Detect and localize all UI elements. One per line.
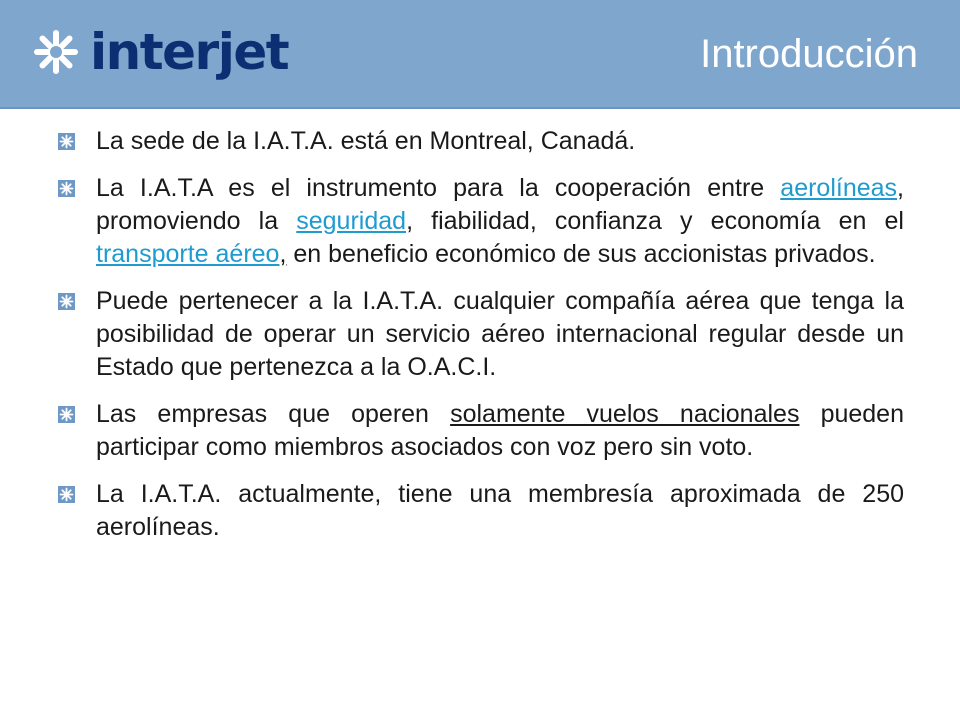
slide-title: Introducción bbox=[700, 32, 918, 76]
bullet-text: , promoviendo la bbox=[96, 174, 904, 235]
asterisk-bullet-icon bbox=[58, 293, 75, 310]
asterisk-bullet-icon bbox=[58, 486, 75, 503]
underlined-text: solamente vuelos nacionales bbox=[450, 400, 800, 428]
link-aerolineas[interactable]: aerolíneas bbox=[780, 174, 898, 202]
bullet-item bbox=[58, 172, 904, 271]
bullet-text: Puede pertenecer a la I.A.T.A. cualquier compañía aérea que tenga la posibilidad de operar un servicio aéreo internacional regular desde un Estado que pertenezca a la O.A.C.I. bbox=[96, 287, 904, 381]
asterisk-logo-icon bbox=[32, 28, 80, 76]
bullet-item bbox=[58, 285, 904, 384]
bullet-item bbox=[58, 478, 904, 544]
bullet-text: La sede de la I.A.T.A. está en Montreal, Canadá. bbox=[96, 127, 636, 155]
bullet-item bbox=[58, 125, 904, 158]
asterisk-bullet-icon bbox=[58, 180, 75, 197]
bullet-text: , fiabilidad, confianza y economía en el bbox=[406, 207, 904, 235]
slide-header bbox=[0, 0, 960, 109]
bullet-item bbox=[58, 398, 904, 464]
bullet-text: Las empresas que operen bbox=[96, 400, 451, 428]
interjet-logo bbox=[32, 22, 288, 82]
bullet-text: La I.A.T.A. actualmente, tiene una membresía aproximada de 250 aerolíneas. bbox=[96, 480, 904, 541]
bullet-text: en beneficio económico de sus accionistas privados. bbox=[286, 240, 876, 268]
bullet-text: , bbox=[279, 240, 287, 268]
asterisk-bullet-icon bbox=[58, 133, 75, 150]
logo-text: interjet bbox=[90, 23, 289, 81]
link-seguridad[interactable]: seguridad bbox=[296, 207, 407, 235]
bullet-text: pueden participar como miembros asociados con voz pero sin voto. bbox=[96, 400, 904, 461]
link-transporte-aereo[interactable]: transporte aéreo bbox=[96, 240, 280, 268]
bullet-text: La I.A.T.A es el instrumento para la cooperación entre bbox=[96, 174, 781, 202]
asterisk-bullet-icon bbox=[58, 406, 75, 423]
bullet-list bbox=[58, 125, 904, 558]
